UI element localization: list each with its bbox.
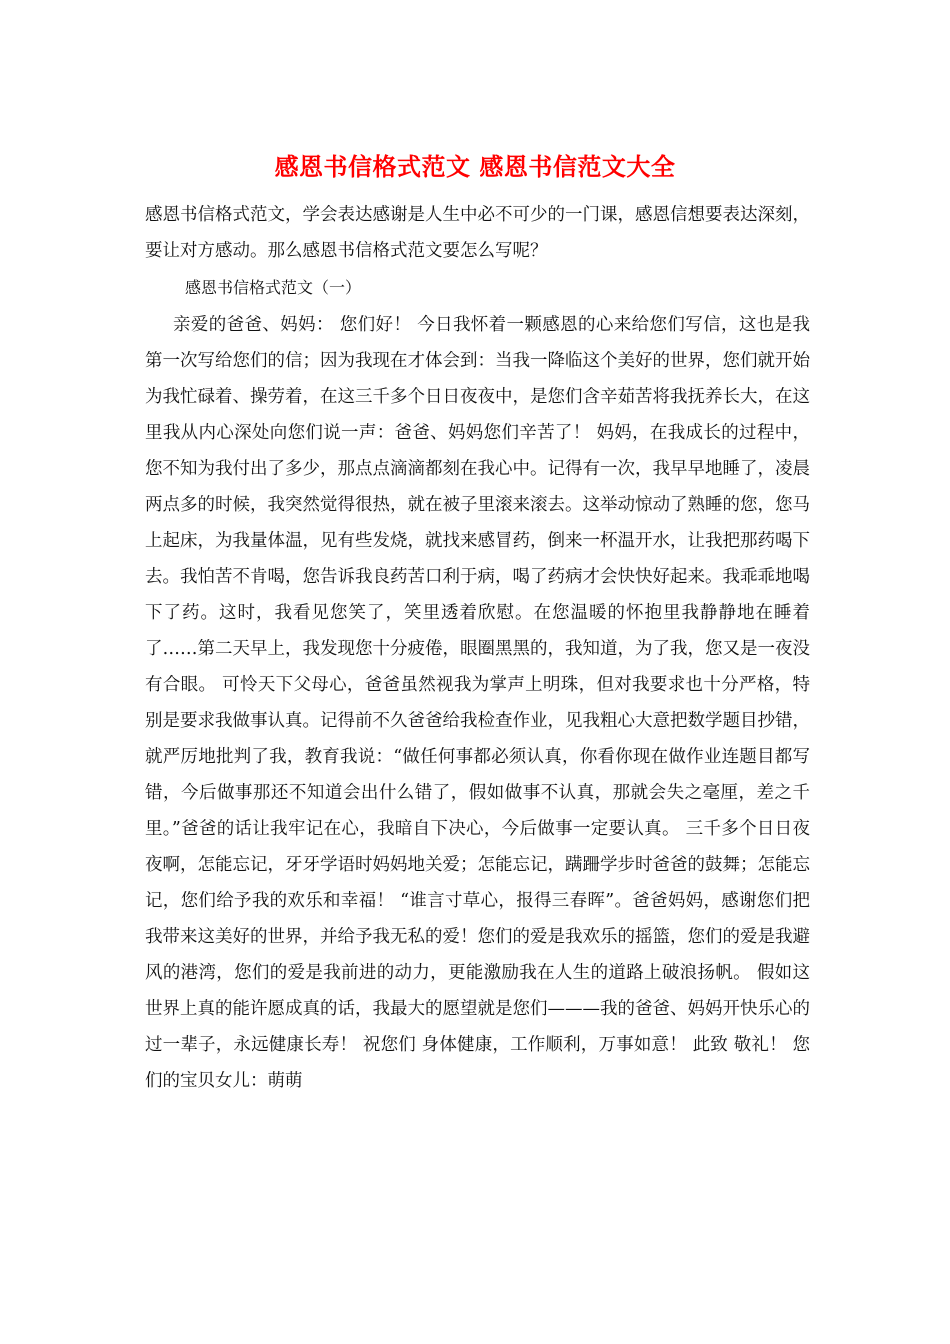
document-body — [145, 197, 810, 1099]
document-title: 感恩书信格式范文 感恩书信范文大全 — [274, 152, 676, 181]
intro-paragraph: 感恩书信格式范文，学会表达感谢是人生中必不可少的一门课，感恩信想要表达深刻，要让对方感动。那么感恩书信格式范文要怎么写呢？ — [145, 205, 810, 261]
letter-body: 亲爱的爸爸、妈妈： 您们好！ 今日我怀着一颗感恩的心来给您们写信，这也是我第一次写给您们的信；因为我现在才体会到：当我一降临这个美好的世界，您们就开始为我忙碌着、操劳着，在这三千多个日日夜夜中，是您们含辛茹苦将我抚养长大，在这里我从内心深处向您们说一声：爸爸、妈妈您们辛苦了！ 妈妈，在我成长的过程中，您不知为我付出了多少，那点点滴滴都刻在我心中。记得有一次，我早早地睡了，凌晨两点多的时候，我突然觉得很热，就在被子里滚来滚去。这举动惊动了熟睡的您，您马上起床，为我量体温，见有些发烧，就找来感冒药，倒来一杯温开水，让我把那药喝下去。我怕苦不肯喝，您告诉我良药苦口利于病，喝了药病才会快快好起来。我乖乖地喝下了药。这时，我看见您笑了，笑里透着欣慰。在您温暖的怀抱里我静静地在睡着了……第二天早上，我发现您十分疲倦，眼圈黑黑的，我知道，为了我，您又是一夜没有合眼。 可怜天下父母心，爸爸虽然视我为掌声上明珠，但对我要求也十分严格，特别是要求我做事认真。记得前不久爸爸给我检查作业，见我粗心大意把数学题目抄错，就严厉地批判了我，教育我说：“做任何事都必须认真，你看你现在做作业连题目都写错，今后做事那还不知道会出什么错了，假如做事不认真，那就会失之毫厘，差之千里。”爸爸的话让我牢记在心，我暗自下决心，今后做事一定要认真。 三千多个日日夜夜啊，怎能忘记，牙牙学语时妈妈地关爱；怎能忘记，蹒跚学步时爸爸的鼓舞；怎能忘记，您们给予我的欢乐和幸福！ “谁言寸草心，报得三春晖”。爸爸妈妈，感谢您们把我带来这美好的世界，并给予我无私的爱！您们的爱是我欢乐的摇篮，您们的爱是我避风的港湾，您们的爱是我前进的动力，更能激励我在人生的道路上破浪扬帆。 假如这世界上真的能许愿成真的话，我最大的愿望就是您们———我的爸爸、妈妈开快乐心的过一辈子，永远健康长寿！ 祝您们 身体健康，工作顺利，万事如意！ 此致 敬礼！ 您们的宝贝女儿：萌萌 — [145, 315, 810, 1091]
section-heading: 感恩书信格式范文（一） — [185, 278, 362, 297]
